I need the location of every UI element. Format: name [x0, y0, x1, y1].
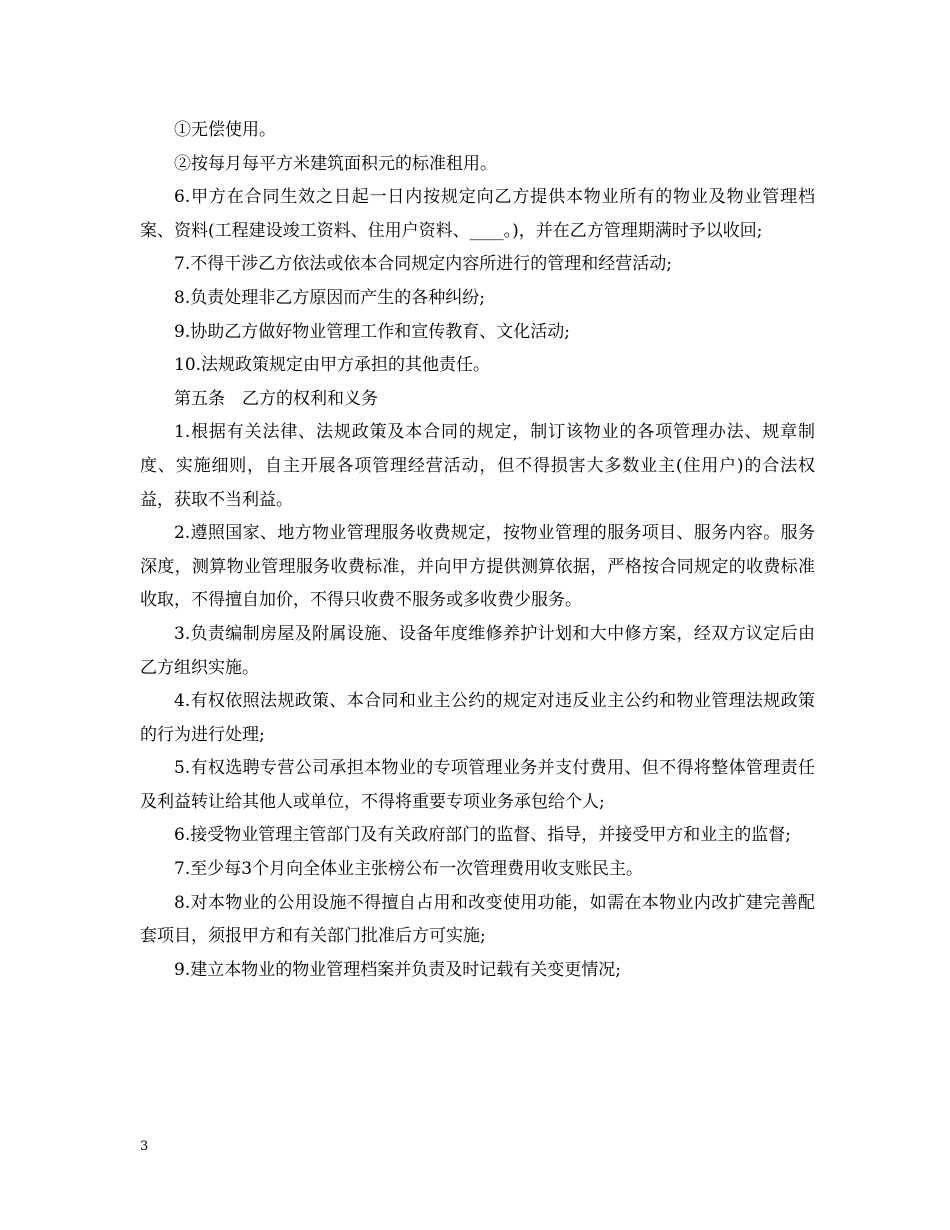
paragraph-clause-6-party-b: 6.接受物业管理主管部门及有关政府部门的监督、指导，并接受甲方和业主的监督; — [174, 825, 791, 846]
paragraph-clause-7-party-a: 7.不得干涉乙方依法或依本合同规定内容所进行的管理和经营活动; — [174, 254, 672, 275]
document-body — [140, 114, 815, 987]
paragraph-clause-2-party-b: 2.遵照国家、地方物业管理服务收费规定，按物业管理的服务项目、服务内容。服务深度，测算物业管理服务收费标准，并向甲方提供测算依据，严格按合同规定的收费标准收取，不得擅自加价，不得只收费不服务或多收费少服务。 — [140, 523, 815, 611]
paragraph-clause-9-party-b: 9.建立本物业的物业管理档案并负责及时记载有关变更情况; — [174, 959, 621, 980]
paragraph-free-use: ①无偿使用。 — [174, 120, 276, 140]
paragraph-clause-4-party-b: 4.有权依照法规政策、本合同和业主公约的规定对违反业主公约和物业管理法规政策的行为进行处理; — [140, 691, 815, 745]
paragraph-clause-5-party-b: 5.有权选聘专营公司承担本物业的专项管理业务并支付费用、但不得将整体管理责任及利益转让给其他人或单位，不得将重要专项业务承包给个人; — [140, 758, 815, 812]
paragraph-clause-10-party-a: 10.法规政策规定由甲方承担的其他责任。 — [174, 355, 491, 376]
paragraph-clause-1-party-b: 1.根据有关法律、法规政策及本合同的规定，制订该物业的各项管理办法、规章制度、实施细则，自主开展各项管理经营活动，但不得损害大多数业主(住用户)的合法权益，获取不当利益。 — [140, 422, 815, 510]
paragraph-clause-7-party-b: 7.至少每3个月向全体业主张榜公布一次管理费用收支账民主。 — [174, 859, 644, 880]
section-heading-article-5: 第五条 乙方的权利和义务 — [174, 388, 378, 409]
paragraph-clause-6-party-a: 6.甲方在合同生效之日起一日内按规定向乙方提供本物业所有的物业及物业管理档案、资料(工程建设竣工资料、住用户资料、____。)，并在乙方管理期满时予以收回; — [140, 187, 815, 241]
paragraph-clause-8-party-a: 8.负责处理非乙方原因而产生的各种纠纷; — [174, 287, 485, 308]
paragraph-clause-3-party-b: 3.负责编制房屋及附属设施、设备年度维修养护计划和大中修方案，经双方议定后由乙方组织实施。 — [140, 623, 815, 678]
paragraph-clause-8-party-b: 8.对本物业的公用设施不得擅自占用和改变使用功能，如需在本物业内改扩建完善配套项目，须报甲方和有关部门批准后方可实施; — [140, 892, 815, 947]
paragraph-rent-standard: ②按每月每平方米建筑面积元的标准租用。 — [174, 153, 497, 174]
paragraph-clause-9-party-a: 9.协助乙方做好物业管理工作和宣传教育、文化活动; — [174, 321, 570, 342]
page-number: 3 — [140, 1139, 149, 1154]
